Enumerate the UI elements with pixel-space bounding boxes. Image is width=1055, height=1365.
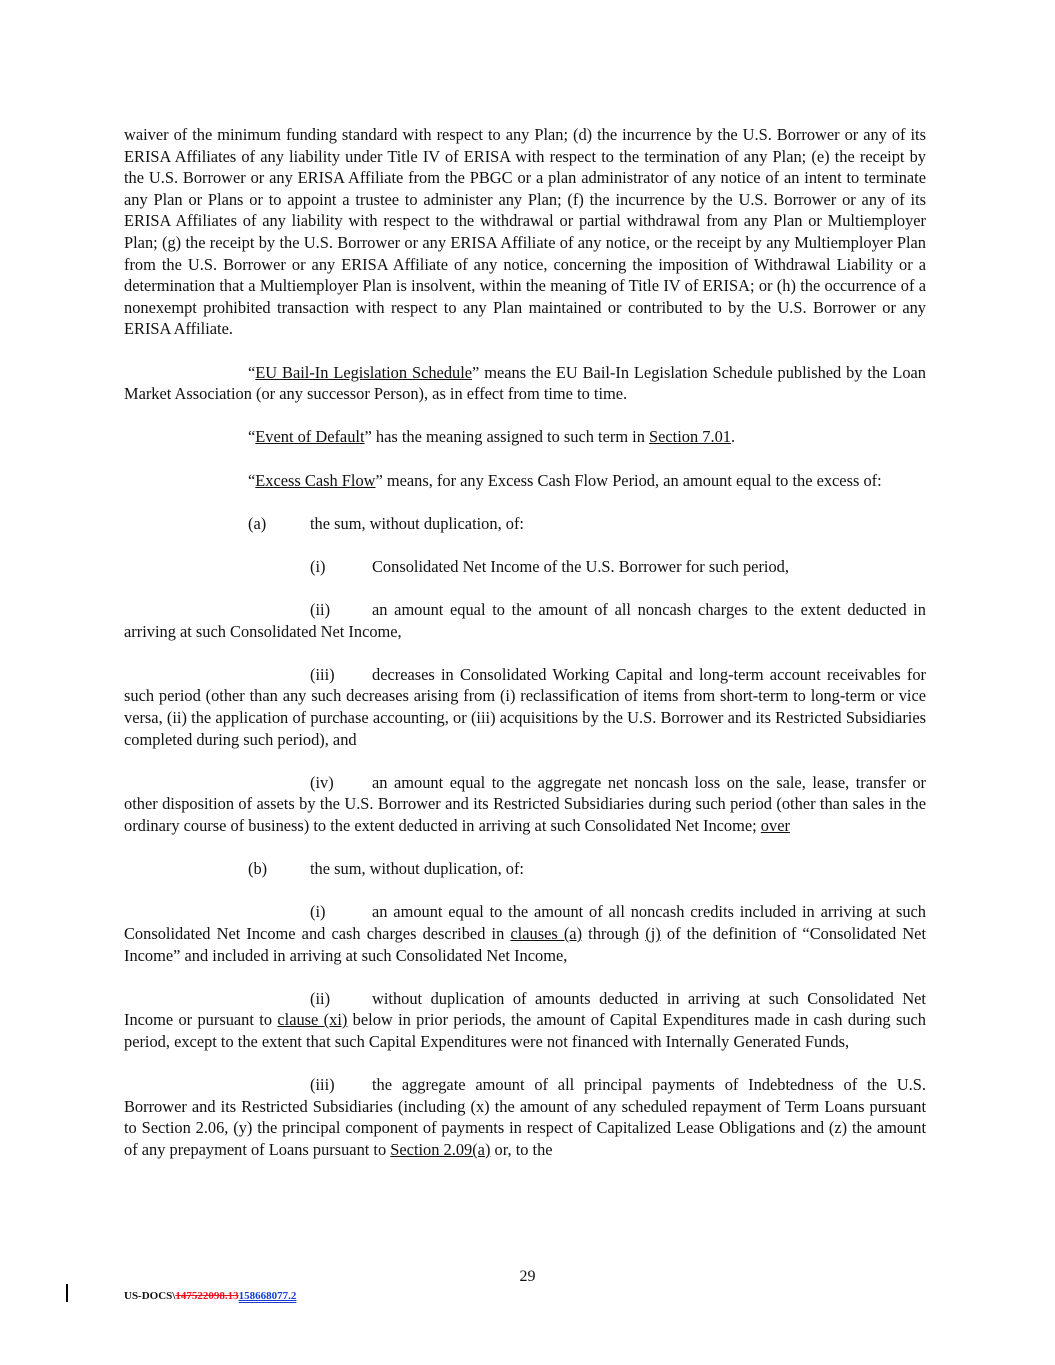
inserted-doc-id: 158668077.2: [238, 1290, 297, 1302]
clause-b: (b) the sum, without duplication, of:: [248, 859, 524, 879]
page-number: 29: [519, 1268, 536, 1285]
clause-a-ii: (ii) an amount equal to the amount of all noncash charges to the extent deducted in arriving at such Consolidated Net Income,: [124, 600, 926, 641]
defined-term: EU Bail-In Legislation Schedule: [255, 362, 473, 382]
document-body: [124, 124, 926, 1182]
defined-term: Excess Cash Flow: [255, 470, 376, 490]
erisa-event-paragraph: waiver of the minimum funding standard with respect to any Plan; (d) the incurrence by the U.S. Borrower or any of its ERISA Affiliates of any liability under Title IV of ERISA with respect to the termination of any Plan; (e) the receipt by the U.S. Borrower or any ERISA Affiliate from the PBGC or a plan administrator of any notice of an intent to terminate any Plan or Plans or to appoint a trustee to administer any Plan; (f) the incurrence by the U.S. Borrower or any of its ERISA Affiliates of any liability with respect to the withdrawal or partial withdrawal from any Plan or Multiemployer Plan; (g) the receipt by the U.S. Borrower or any ERISA Affiliate of any notice, or the receipt by any Multiemployer Plan from the U.S. Borrower or any ERISA Affiliate of any notice, concerning the imposition of Withdrawal Liability or a determination that a Multiemployer Plan is insolvent, within the meaning of Title IV of ERISA; or (h) the occurrence of a nonexempt prohibited transaction with respect to any Plan maintained or contributed to by the U.S. Borrower or any ERISA Affiliate.: [124, 125, 926, 339]
section-reference: Section 7.01: [649, 427, 731, 447]
deleted-doc-id: 147522098.13: [175, 1290, 239, 1302]
clause-b-i: (i) an amount equal to the amount of all noncash credits included in arriving at such Consolidated Net Income and cash charges described in clauses (a) through (j) of the definition of “Consolidated Net Income” and included in arriving at such Consolidated Net Income,: [124, 902, 926, 965]
clause-a-iv: (iv) an amount equal to the aggregate net noncash loss on the sale, lease, transfer or other disposition of assets by the U.S. Borrower and its Restricted Subsidiaries during such period (other than sales in the ordinary course of business) to the extent deducted in arriving at such Consolidated Net Income; over: [124, 772, 926, 835]
event-of-default-definition: “Event of Default” has the meaning assigned to such term in Section 7.01.: [248, 427, 736, 447]
clause-b-ii: (ii) without duplication of amounts deducted in arriving at such Consolidated Net Income or pursuant to clause (xi) below in prior periods, the amount of Capital Expenditures made in cash during such period, except to the extent that such Capital Expenditures were not financed with Internally Generated Funds,: [124, 988, 927, 1051]
clause-a: (a) the sum, without duplication, of:: [248, 513, 524, 533]
eu-bail-in-definition: “EU Bail-In Legislation Schedule” means the EU Bail-In Legislation Schedule published by the Loan Market Association (or any successor Person), as in effect from time to time.: [124, 362, 926, 404]
document-id-footer: US-DOCS\147522098.13158668077.2: [124, 1290, 297, 1302]
excess-cash-flow-definition: “Excess Cash Flow” means, for any Excess Cash Flow Period, an amount equal to the excess of:: [248, 470, 882, 490]
change-bar: [66, 1284, 68, 1302]
defined-term: Event of Default: [255, 427, 365, 447]
clause-a-i: (i) Consolidated Net Income of the U.S. Borrower for such period,: [310, 556, 789, 576]
clause-b-iii: (iii) the aggregate amount of all principal payments of Indebtedness of the U.S. Borrower and its Restricted Subsidiaries (including (x) the amount of any scheduled repayment of Term Loans pursuant to Section 2.06, (y) the principal component of payments in respect of Capitalized Lease Obligations and (z) the amount of any prepayment of Loans pursuant to Section 2.09(a) or, to the: [124, 1075, 926, 1159]
clause-a-iii: (iii) decreases in Consolidated Working Capital and long-term account receivables for such period (other than any such decreases arising from (i) reclassification of items from short-term to long-term or vice versa, (ii) the application of purchase accounting, or (iii) acquisitions by the U.S. Borrower and its Restricted Subsidiaries completed during such period), and: [124, 664, 926, 749]
